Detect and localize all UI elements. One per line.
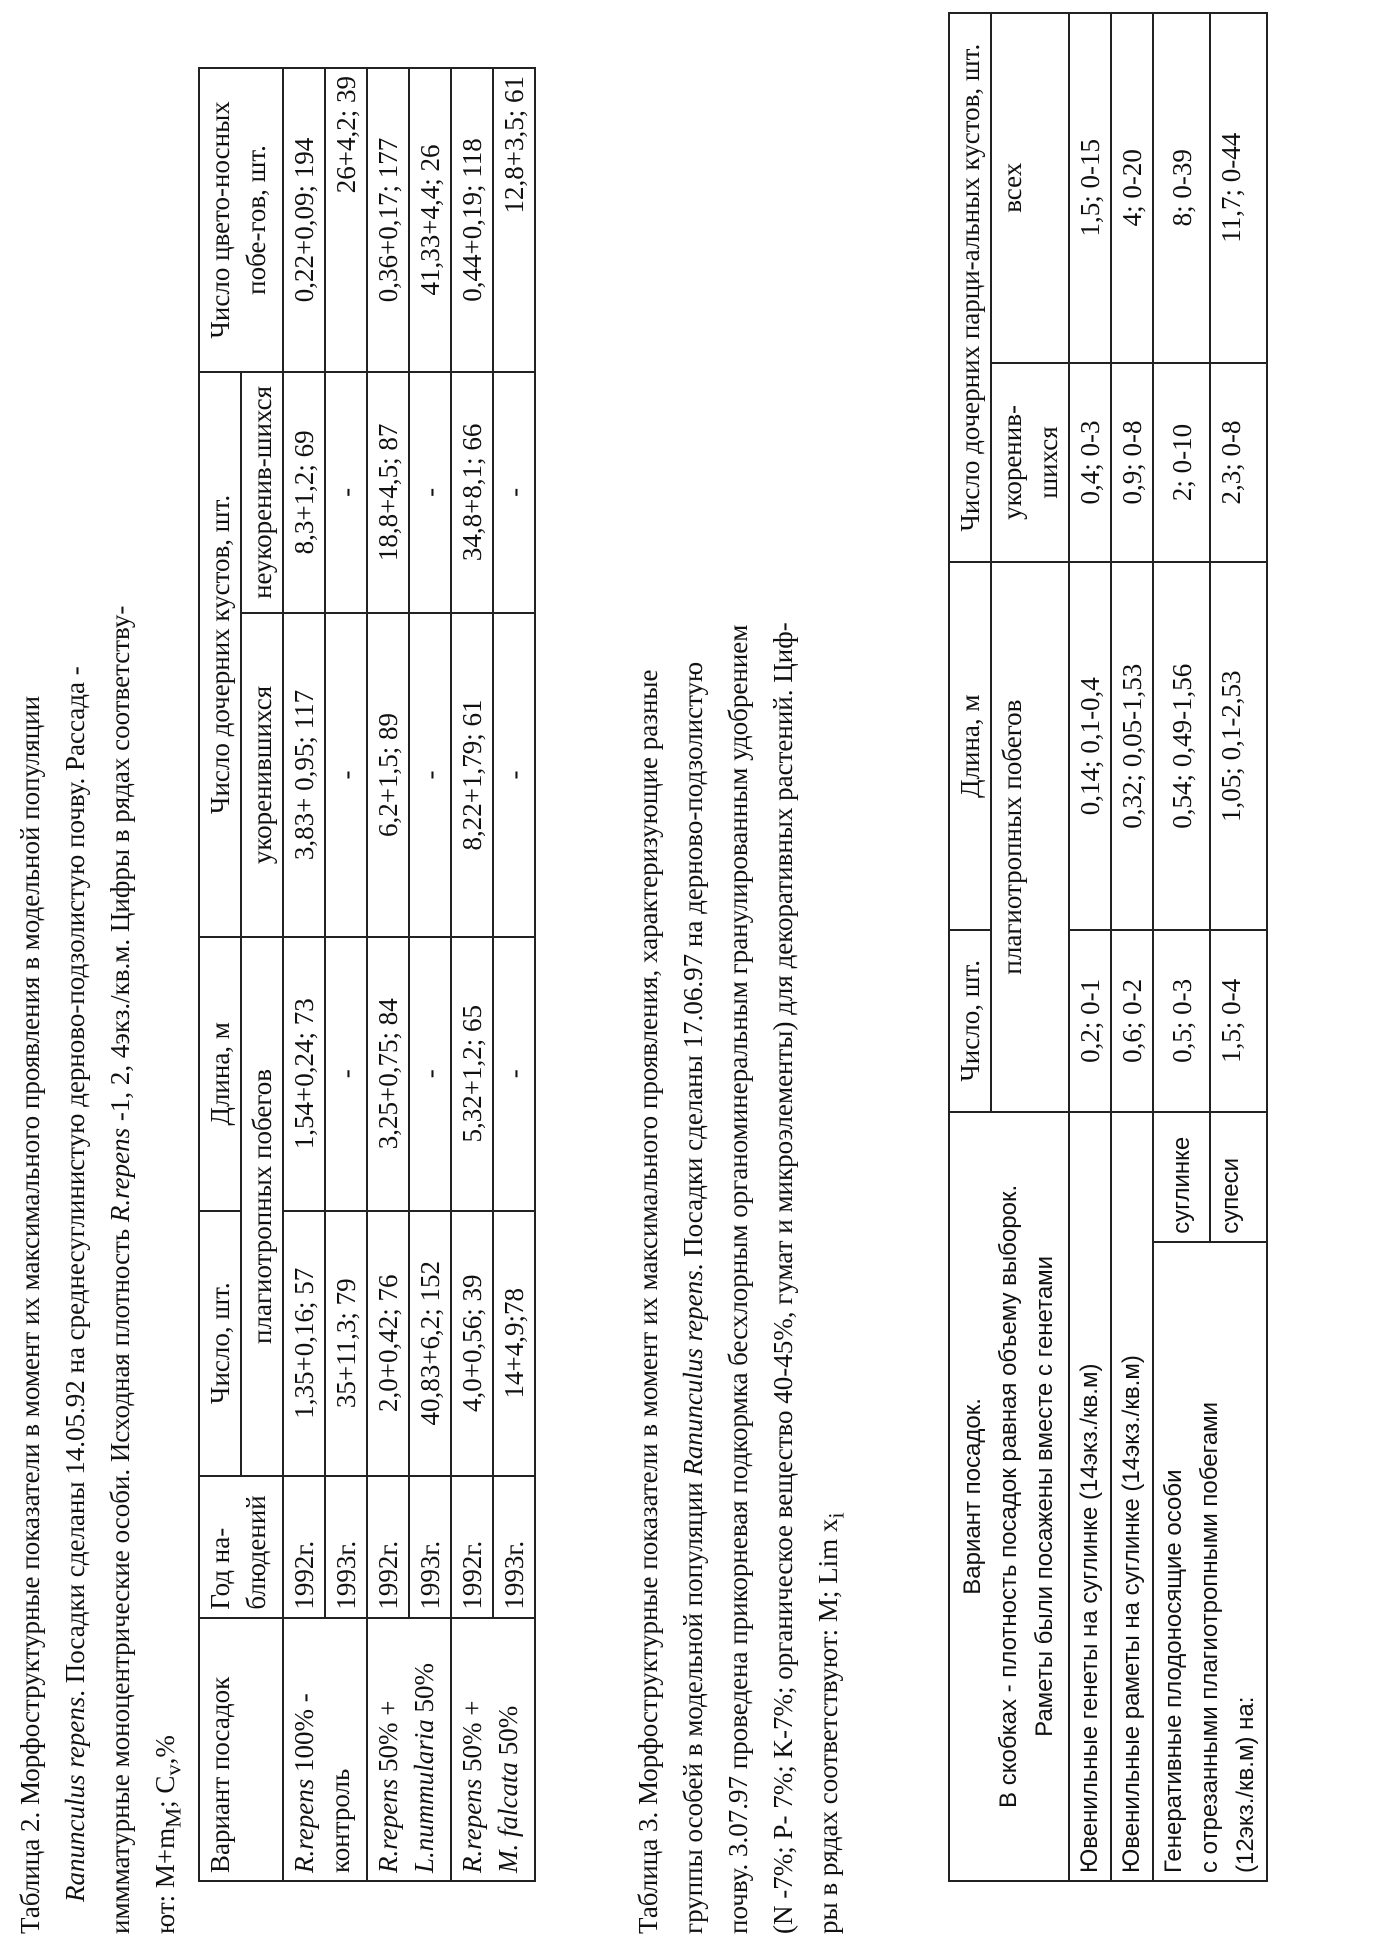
variant-text: контроль (325, 1768, 355, 1873)
table-row (493, 68, 535, 1881)
rooted-cell: - (325, 613, 367, 937)
table2-caption-line-3 (98, 606, 143, 1934)
table-row (367, 68, 409, 1881)
count-cell: 2,0+0,42; 76 (367, 1211, 409, 1476)
rooted-cell: 8,22+1,79; 61 (451, 613, 493, 937)
year-cell: 1992г. (283, 1476, 325, 1618)
count-cell: 1,5; 0-4 (1210, 930, 1267, 1112)
caption-text: Таблица 2. Морфоструктурные показатели в момент их максимального проявления в модельной популяции (15, 695, 45, 1934)
variant-species: L.nummularia (409, 1719, 439, 1873)
rooted-cell: 2; 0-10 (1153, 363, 1210, 563)
rooted-cell: - (409, 613, 451, 937)
table2-header-count: Число, шт. (199, 1211, 241, 1476)
table2-variant-cell (451, 1618, 535, 1881)
count-cell: 35+11,3; 79 (325, 1211, 367, 1476)
table2-variant-cell (367, 1618, 451, 1881)
table2-caption-line-4 (143, 606, 195, 1934)
table3-header-rooted: укоренив-шихся (991, 363, 1069, 563)
table2-header-unrooted: неукоренив-шихся (241, 372, 283, 613)
soil-cell: супеси (1210, 1112, 1267, 1242)
count-cell: 0,2; 0-1 (1069, 930, 1111, 1112)
flowering-cell: 0,22+0,09; 194 (283, 68, 325, 372)
unrooted-cell: - (409, 372, 451, 613)
variant-species: R.repens (373, 1778, 403, 1873)
row-label: Ювенильные генеты на суглинке (14экз./кв.м) (1069, 1112, 1111, 1881)
caption-species: Ranunculus repens (678, 1270, 708, 1476)
unrooted-cell: - (325, 372, 367, 613)
table-row (1153, 13, 1210, 1881)
rooted-cell: 0,9; 0-8 (1111, 363, 1153, 563)
variant-text: 50% + (457, 1700, 487, 1779)
year-cell: 1993г. (493, 1476, 535, 1618)
count-cell: 0,6; 0-2 (1111, 930, 1153, 1112)
table-row (1069, 13, 1111, 1881)
table3 (948, 12, 1268, 1882)
generative-label (1153, 1242, 1267, 1881)
table3-header-variant (949, 1112, 1069, 1881)
unrooted-cell: 8,3+1,2; 69 (283, 372, 325, 613)
header-line: Вариант посадок. (959, 1398, 986, 1595)
caption-sub: i (823, 1512, 849, 1519)
rooted-cell: 3,83+ 0,95; 117 (283, 613, 325, 937)
table3-header-count: Число, шт. (949, 930, 991, 1112)
count-cell: 40,83+6,2; 152 (409, 1211, 451, 1476)
year-cell: 1992г. (367, 1476, 409, 1618)
length-cell: 1,54+0,24; 73 (283, 937, 325, 1210)
caption-sub: M (160, 1807, 186, 1828)
label-line: с отрезанными плагиотропными побегами (1196, 1401, 1223, 1873)
table2-variant-cell (283, 1618, 367, 1881)
length-cell: 1,05; 0,1-2,53 (1210, 562, 1267, 930)
variant-text: 50% (409, 1662, 439, 1720)
table2-header-daughter: Число дочерних кустов, шт. (199, 372, 241, 937)
caption-text: группы особей в модельной популяции (678, 1475, 708, 1934)
all-cell: 1,5; 0-15 (1069, 13, 1111, 363)
rooted-cell: 2,3; 0-8 (1210, 363, 1267, 563)
row-label: Ювенильные раметы на суглинке (14экз./кв.м) (1111, 1112, 1153, 1881)
variant-species: R.repens (289, 1778, 319, 1873)
rooted-cell: 6,2+1,5; 89 (367, 613, 409, 937)
table2-header-length: Длина, м (199, 937, 241, 1210)
caption-text: иммматурные моноцентрические особи. Исходная плотность (105, 1222, 135, 1934)
caption-text: (N -7%; P- 7%; K-7%; органическое вещество 40-45%, гумат и микроэлементы) для декоративных растений. Циф- (768, 622, 798, 1934)
table-row (283, 68, 325, 1881)
year-cell: 1993г. (325, 1476, 367, 1618)
header-line: В скобках - плотность посадок равная объему выборок. (995, 1184, 1022, 1808)
label-line: Генеративные плодоносящие особи (1160, 1469, 1187, 1873)
caption-text: ют: M+m (150, 1827, 180, 1934)
table3-header-all: всех (991, 13, 1069, 363)
all-cell: 4; 0-20 (1111, 13, 1153, 363)
rooted-cell: 0,4; 0-3 (1069, 363, 1111, 563)
flowering-cell: 0,36+0,17; 177 (367, 68, 409, 372)
table3-header-daughter: Число дочерних парци-альных кустов, шт. (949, 13, 991, 562)
year-cell: 1993г. (409, 1476, 451, 1618)
table-row (409, 68, 451, 1881)
table3-caption (626, 622, 858, 1934)
caption-species: R.repens (105, 1127, 135, 1223)
length-cell: 0,14; 0,1-0,4 (1069, 562, 1111, 930)
length-cell: 0,32; 0,05-1,53 (1111, 562, 1153, 930)
year-cell: 1992г. (451, 1476, 493, 1618)
table2-caption-line-1 (8, 606, 53, 1934)
flowering-cell: 26+4,2; 39 (325, 68, 367, 372)
caption-species: Ranunculus repens (60, 1696, 90, 1902)
caption-sub: v (160, 1764, 186, 1776)
caption-text: . Посадки сделаны 17.06.97 на дерново-подзолистую (678, 661, 708, 1271)
caption-text: почву. 3.07.97 проведена прикорневая подкормка бесхлорным органоминеральным гранулированным удобрением (723, 624, 753, 1934)
caption-text: ; C (150, 1775, 180, 1808)
count-cell: 14+4,9;78 (493, 1211, 535, 1476)
length-cell: 0,54; 0,49-1,56 (1153, 562, 1210, 930)
unrooted-cell: 34,8+8,1; 66 (451, 372, 493, 613)
header-line: Раметы были посажены вместе с генетами (1031, 1255, 1058, 1737)
variant-text: 50% + (373, 1700, 403, 1779)
variant-text: 50% (493, 1705, 523, 1763)
variant-species: R.repens (457, 1778, 487, 1873)
caption-text: -1, 2, 4экз./кв.м. Цифры в рядах соответству- (105, 605, 135, 1128)
table2-caption-line-2 (53, 606, 98, 1934)
table3-caption-line-3 (716, 622, 761, 1934)
count-cell: 0,5; 0-3 (1153, 930, 1210, 1112)
table2-header-plagiotropic: плагиотропных побегов (241, 937, 283, 1476)
table2-caption (8, 606, 195, 1934)
table3-header-plagiotropic: плагиотропных побегов (991, 562, 1069, 1111)
caption-text: ,% (150, 1735, 180, 1765)
flowering-cell: 12,8+3,5; 61 (493, 68, 535, 372)
length-cell: 5,32+1,2; 65 (451, 937, 493, 1210)
variant-species: M. falcata (493, 1762, 523, 1873)
soil-cell: суглинке (1153, 1112, 1210, 1242)
table3-header-length: Длина, м (949, 562, 991, 930)
table3-caption-line-1 (626, 622, 671, 1934)
table3-caption-line-2 (671, 622, 716, 1934)
table2-header-row-1 (199, 68, 241, 1881)
variant-text: 100% - (289, 1693, 319, 1779)
unrooted-cell: - (493, 372, 535, 613)
table3-header-row-1 (949, 13, 991, 1881)
count-cell: 1,35+0,16; 57 (283, 1211, 325, 1476)
table-row (325, 68, 367, 1881)
table2-header-rooted: укоренившихся (241, 613, 283, 937)
table3-caption-line-5 (806, 622, 858, 1934)
all-cell: 11,7; 0-44 (1210, 13, 1267, 363)
table2-header-variant: Вариант посадок (199, 1618, 283, 1881)
length-cell: 3,25+0,75; 84 (367, 937, 409, 1210)
all-cell: 8; 0-39 (1153, 13, 1210, 363)
table-row (1111, 13, 1153, 1881)
table2-header-year: Год на-блюдений (199, 1476, 283, 1618)
table3-caption-line-4 (761, 622, 806, 1934)
table2-header-flowering: Число цвето-носных побе-гов, шт. (199, 68, 283, 372)
table2 (198, 67, 536, 1882)
caption-text: . Посадки сделаны 14.05.92 на среднесуглинистую дерново-подзолистую почву. Рассада - (60, 666, 90, 1697)
length-cell: - (493, 937, 535, 1210)
flowering-cell: 41,33+4,4; 26 (409, 68, 451, 372)
length-cell: - (325, 937, 367, 1210)
rooted-cell: - (493, 613, 535, 937)
label-line: (12экз./кв.м) на: (1232, 1696, 1259, 1873)
caption-text: Таблица 3. Морфоструктурные показатели в момент их максимального проявления, характеризующие разные (633, 669, 663, 1934)
flowering-cell: 0,44+0,19; 118 (451, 68, 493, 372)
count-cell: 4,0+0,56; 39 (451, 1211, 493, 1476)
unrooted-cell: 18,8+4,5; 87 (367, 372, 409, 613)
table-row (451, 68, 493, 1881)
length-cell: - (409, 937, 451, 1210)
caption-text: ры в рядах соответствуют: M; Lim x (813, 1518, 843, 1934)
